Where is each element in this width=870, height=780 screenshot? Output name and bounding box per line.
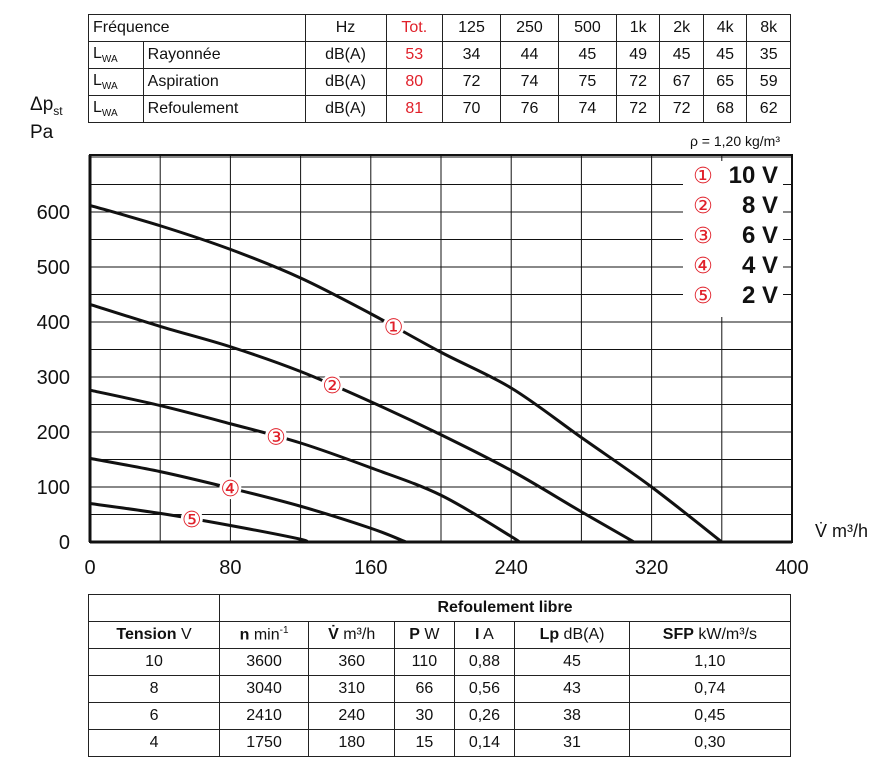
- band-value: 45: [558, 42, 616, 69]
- row-label: Refoulement: [143, 96, 305, 123]
- performance-table: [88, 594, 791, 757]
- frequency-label: Fréquence: [89, 15, 306, 42]
- band-value: 49: [616, 42, 660, 69]
- column-header-bold: Lp: [539, 626, 560, 643]
- lwa-symbol: $L_{WA}$: [89, 96, 144, 123]
- band-value: 67: [660, 69, 704, 96]
- density-note: ρ = 1,20 kg/m³: [689, 133, 780, 149]
- table-cell: 180: [309, 730, 395, 757]
- table-cell: 45: [515, 649, 629, 676]
- legend-marker: ⑤: [693, 284, 713, 309]
- total-header: Tot.: [386, 15, 442, 42]
- table-cell: 2410: [220, 703, 309, 730]
- column-header: n $\min^{-1}$: [220, 622, 309, 649]
- legend-marker: ①: [693, 164, 713, 189]
- lwa-subscript: WA: [101, 54, 118, 66]
- group-header: [220, 595, 791, 622]
- table-cell: 10: [89, 649, 220, 676]
- unit-header: Hz: [305, 15, 386, 42]
- band-value: 72: [660, 96, 704, 123]
- table-row: [89, 730, 791, 757]
- band-value: 72: [443, 69, 501, 96]
- legend-label: 10 V: [728, 162, 778, 189]
- band-header: 250: [500, 15, 558, 42]
- table-cell: 15: [395, 730, 454, 757]
- y-tick-label: 0: [58, 532, 70, 554]
- legend-label: 6 V: [741, 222, 778, 249]
- column-header-sup: -1: [279, 625, 289, 637]
- curve-marker: ③: [266, 425, 286, 451]
- band-value: 76: [500, 96, 558, 123]
- row-unit: dB(A): [305, 96, 386, 123]
- curve-marker: ⑤: [181, 507, 202, 533]
- row-total: 53: [386, 42, 442, 69]
- table-row: [89, 703, 791, 730]
- table-row: [89, 649, 791, 676]
- x-tick-label: 320: [634, 557, 669, 579]
- table-cell: 38: [515, 703, 629, 730]
- band-value: 62: [747, 96, 791, 123]
- x-axis-label: V̇ m³/h: [814, 521, 868, 541]
- lwa-symbol: $L_{WA}$: [89, 42, 144, 69]
- column-header: Tension V: [89, 622, 220, 649]
- column-header-bold: n: [239, 626, 250, 644]
- y-axis-unit: Pa: [30, 121, 54, 143]
- table-cell: 110: [395, 649, 454, 676]
- lwa-subscript: WA: [101, 81, 118, 93]
- band-header: 4k: [703, 15, 747, 42]
- band-value: 74: [500, 69, 558, 96]
- table-cell: 0,30: [629, 730, 790, 757]
- x-tick-label: 400: [775, 557, 809, 579]
- table-cell: 3600: [220, 649, 309, 676]
- band-value: 74: [558, 96, 616, 123]
- band-value: 45: [703, 42, 747, 69]
- column-header-row: [89, 622, 791, 649]
- y-tick-label: 100: [36, 477, 70, 499]
- x-tick-label: 160: [354, 557, 388, 579]
- band-header: 1k: [616, 15, 660, 42]
- row-total: 81: [386, 96, 442, 123]
- column-header: SFP kW/m³/s: [629, 622, 790, 649]
- legend-label: 2 V: [741, 282, 778, 309]
- band-header: 125: [443, 15, 501, 42]
- curve-marker: ①: [383, 315, 404, 341]
- x-tick-label: 80: [219, 557, 242, 579]
- column-header: I A: [454, 622, 515, 649]
- y-tick-label: 500: [36, 257, 70, 279]
- band-header: 500: [558, 15, 616, 42]
- column-header-bold: V̇: [328, 626, 339, 643]
- table-cell: 1,10: [629, 649, 790, 676]
- lwa-subscript: WA: [101, 108, 118, 120]
- row-label: Aspiration: [143, 69, 305, 96]
- y-tick-label: 400: [36, 312, 70, 334]
- y-tick-label: 300: [36, 367, 70, 389]
- band-header: 8k: [747, 15, 791, 42]
- lwa-symbol: $L_{WA}$: [89, 69, 144, 96]
- curve-marker: ④: [220, 477, 241, 503]
- column-header: P W: [395, 622, 454, 649]
- band-value: 44: [500, 42, 558, 69]
- table-cell: 4: [89, 730, 220, 757]
- legend-marker: ③: [693, 224, 713, 249]
- column-header: V̇ m³/h: [309, 622, 395, 649]
- row-unit: dB(A): [305, 42, 386, 69]
- legend-marker: ④: [693, 254, 713, 279]
- band-value: 68: [703, 96, 747, 123]
- table-cell: 360: [309, 649, 395, 676]
- table-cell: 31: [515, 730, 629, 757]
- table-cell: 30: [395, 703, 454, 730]
- column-header-bold: P: [409, 626, 420, 643]
- column-header: Lp dB(A): [515, 622, 629, 649]
- empty-corner: [89, 595, 220, 622]
- x-tick-label: 240: [494, 557, 528, 579]
- band-value: 72: [616, 69, 660, 96]
- table-cell: 0,45: [629, 703, 790, 730]
- table-cell: 0,26: [454, 703, 515, 730]
- table-cell: 0,14: [454, 730, 515, 757]
- curve-marker: ②: [322, 374, 343, 400]
- x-tick-label: 0: [84, 557, 96, 579]
- y-tick-label: 200: [36, 422, 70, 444]
- band-value: 75: [558, 69, 616, 96]
- group-header-row: [89, 595, 791, 622]
- legend-label: 4 V: [741, 252, 778, 279]
- band-header: 2k: [660, 15, 704, 42]
- band-value: 65: [703, 69, 747, 96]
- column-header-bold: I: [475, 626, 480, 643]
- group-header-text: Refoulement libre: [437, 599, 573, 616]
- band-value: 35: [747, 42, 791, 69]
- row-total: 80: [386, 69, 442, 96]
- table-cell: 1750: [220, 730, 309, 757]
- table-cell: 6: [89, 703, 220, 730]
- band-value: 70: [443, 96, 501, 123]
- column-header-bold: SFP: [662, 626, 694, 643]
- y-axis-subscript: st: [53, 103, 63, 118]
- column-header-bold: Tension: [116, 626, 177, 643]
- table-cell: 0,88: [454, 649, 515, 676]
- y-axis-symbol: Δp: [30, 94, 54, 115]
- table-cell: 240: [309, 703, 395, 730]
- legend-label: 8 V: [741, 192, 778, 219]
- band-value: 45: [660, 42, 704, 69]
- table-cell: 8: [89, 676, 220, 703]
- table-cell: 3040: [220, 676, 309, 703]
- band-value: 34: [443, 42, 501, 69]
- row-unit: dB(A): [305, 69, 386, 96]
- table-cell: 310: [309, 676, 395, 703]
- table-cell: 0,74: [629, 676, 790, 703]
- table-row: [89, 676, 791, 703]
- table-cell: 43: [515, 676, 629, 703]
- row-label: Rayonnée: [143, 42, 305, 69]
- band-value: 72: [616, 96, 660, 123]
- table-cell: 66: [395, 676, 454, 703]
- y-tick-label: 600: [36, 202, 70, 224]
- band-value: 59: [747, 69, 791, 96]
- legend-marker: ②: [693, 194, 713, 219]
- table-cell: 0,56: [454, 676, 515, 703]
